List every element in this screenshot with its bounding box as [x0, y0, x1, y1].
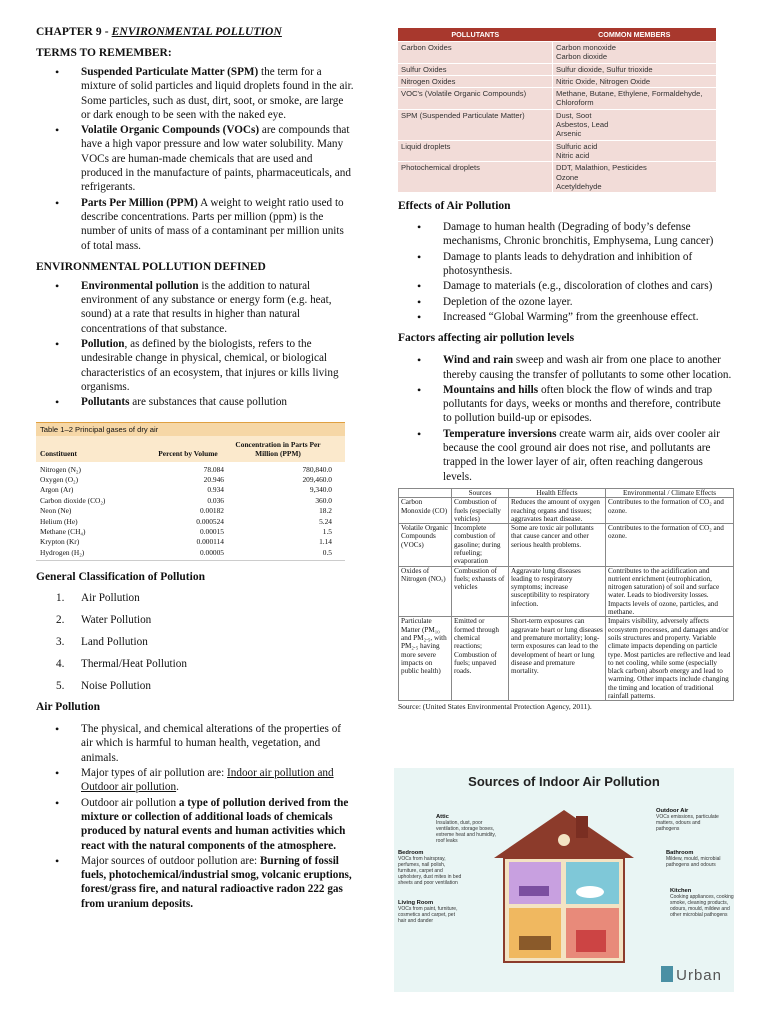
table-cell: 9,340.0: [309, 485, 332, 495]
pollutant-header: POLLUTANTS: [398, 28, 553, 42]
list-item: • Damage to materials (e.g., discoloration of clothes and cars): [398, 279, 732, 293]
table-cell: 1.5: [322, 526, 332, 536]
gas-table-title: Table 1–2 Principal gases of dry air: [36, 423, 345, 436]
table-row: [36, 475, 345, 485]
table-cell: 780,840.0: [302, 464, 332, 474]
table-cell: 20.946: [203, 474, 224, 484]
table-row: [398, 162, 716, 192]
table-cell: Hydrogen (H₂): [40, 547, 85, 557]
gas-table: [36, 422, 345, 562]
defined-list: [36, 279, 354, 410]
table-cell: Oxygen (O₂): [40, 474, 79, 484]
table-row: [36, 548, 345, 558]
infographic-title: Sources of Indoor Air Pollution: [468, 774, 660, 789]
table-cell: 0.5: [322, 547, 332, 557]
terms-list: [36, 65, 354, 253]
table-cell: 360.0: [315, 495, 332, 505]
bedroom-room: [509, 862, 561, 904]
table-cell: Nitric Oxide, Nitrogen Oxide: [553, 75, 717, 87]
gas-table-body: [36, 462, 345, 562]
list-item: • Major sources of outdoor pollution are: Burning of fossil fuels, photochemical/industrial smog, volcanic eruptions, forest/grass fire, and natural radioactive radon 222 gas from uranium deposits.: [36, 854, 354, 911]
label-bathroom: Bathroom Mildew, mould, microbial pathogens and odours: [666, 850, 721, 868]
effects-table: [398, 488, 734, 701]
table-cell: 78.084: [203, 464, 224, 474]
members-header: COMMON MEMBERS: [553, 28, 717, 42]
kitchen-cabinet-icon: [576, 930, 606, 952]
table-cell: Krypton (Kr): [40, 537, 80, 547]
table-cell: Sulfur dioxide, Sulfur trioxide: [553, 63, 717, 75]
attic-window-icon: [558, 834, 570, 846]
table-cell: Photochemical droplets: [398, 162, 553, 192]
table-cell: 5.24: [319, 516, 332, 526]
label-kitchen: Kitchen Cooking appliances, cooking smoke, cleaning products, odours, mould, mildew and other microbial pathogens: [670, 888, 734, 918]
table-row: [398, 88, 716, 110]
table-cell: 0.00015: [199, 526, 224, 536]
table-row: [399, 617, 734, 701]
logo-mark-icon: [661, 966, 673, 982]
table-cell: Combustion of fuels (especially vehicles): [452, 498, 509, 524]
table-cell: 0.934: [207, 485, 224, 495]
effects-list: [398, 220, 732, 324]
terms-heading: TERMS TO REMEMBER:: [36, 47, 172, 59]
list-item: • Outdoor air pollution a type of pollution derived from the mixture or collection of additional loads of chemicals produced by natural events and human activities which react with the natural components of the atmosphere.: [36, 796, 354, 853]
urban-logo: Urban: [661, 966, 722, 984]
table-row: [36, 537, 345, 547]
table-row: [36, 485, 345, 495]
table-cell: Carbon monoxide Carbon dioxide: [553, 42, 717, 64]
table-cell: Methane (CH₄): [40, 526, 86, 536]
list-item: 2. Water Pollution: [56, 614, 152, 627]
table-cell: Aggravate lung diseases leading to respiratory symptoms; increase susceptibility to respiratory infection.: [509, 566, 606, 617]
list-item: • Damage to human health (Degrading of body’s defense mechanisms, Chronic bronchitis, Emphysema, Lung cancer): [398, 220, 732, 249]
table-cell: Carbon dioxide (CO₂): [40, 495, 106, 505]
bathtub-icon: [576, 886, 604, 898]
table-cell: 1.14: [319, 537, 332, 547]
label-living-room: Living Room VOCs from paint, furniture, cosmetics and carpet, pet hair and dander: [398, 900, 458, 924]
table-row: [36, 496, 345, 506]
living-room: [509, 908, 561, 958]
etab-header-health: Health Effects: [509, 488, 606, 497]
factors-list: [398, 353, 732, 484]
table-row: [399, 498, 734, 524]
effects-heading: Effects of Air Pollution: [398, 200, 511, 213]
table-cell: Short-term exposures can aggravate heart or lung diseases and premature mortality; long-term exposures can lead to the development of heart or lung disease and premature mortality.: [509, 617, 606, 701]
pollutant-table: [398, 28, 716, 192]
table-row: [398, 42, 716, 64]
table-cell: 0.000114: [196, 537, 224, 547]
table-cell: Contributes to the formation of CO₂ and ozone.: [606, 498, 734, 524]
list-item: • Major types of air pollution are: Indoor air pollution and Outdoor air pollution.: [36, 766, 354, 795]
list-item: 1. Air Pollution: [56, 592, 140, 605]
table-cell: Carbon Monoxide (CO): [399, 498, 452, 524]
table-cell: Volatile Organic Compounds (VOCs): [399, 524, 452, 566]
table-row: [398, 140, 716, 162]
classification-list: [36, 591, 354, 693]
list-item: • Suspended Particulate Matter (SPM) the term for a mixture of solid particles and liquid droplets found in the air. Some particles, such as dust, dirt, soot, or smoke, are large or dark enough to be seen with the naked eye.: [36, 65, 354, 122]
table-cell: Particulate Matter (PM₁₀ and PM₂.₅, with PM₂.₅ having more severe impacts on public health): [399, 617, 452, 701]
table-cell: Combustion of fuels; exhausts of vehicles: [452, 566, 509, 617]
table-row: [36, 517, 345, 527]
list-item: • The physical, and chemical alterations of the properties of air which is harmful to human health, vegetation, and animals.: [36, 722, 354, 765]
label-attic: Attic Insulation, dust, poor ventilation, storage boxes, extreme heat and humidity, roof leaks: [436, 814, 496, 844]
table-cell: Neon (Ne): [40, 506, 72, 516]
table-cell: 0.036: [207, 495, 224, 505]
list-item: • Volatile Organic Compounds (VOCs) are compounds that have a high vapor pressure and low water solubility. Many VOCs are human-made chemicals that are used and produced in the manufacture of paints, pharmaceuticals, and refrigerants.: [36, 123, 354, 194]
list-item: 4. Thermal/Heat Pollution: [56, 658, 187, 671]
table-row: [398, 109, 716, 140]
table-cell: Carbon Oxides: [398, 42, 553, 64]
chapter-heading: CHAPTER 9 - ENVIRONMENTAL POLLUTION: [36, 26, 282, 38]
label-bedroom: Bedroom VOCs from hairspray, perfumes, nail polish, furniture, carpet and upholstery, dust mites in bed sheets and poor ventilation: [398, 850, 462, 886]
list-item: • Damage to plants leads to dehydration and inhibition of photosynthesis.: [398, 250, 732, 279]
gas-header-constituent: Constituent: [40, 448, 77, 458]
table-cell: DDT, Malathion, Pesticides Ozone Acetyldehyde: [553, 162, 717, 192]
gas-header-ppm: Concentration in Parts Per Million (PPM): [235, 439, 321, 458]
list-item: • Pollutants are substances that cause pollution: [36, 395, 354, 409]
table-cell: 0.00182: [199, 506, 224, 516]
table-cell: Contributes to the acidification and nutrient enrichment (eutrophication, nitrogen saturation) of soil and surface water. Leads to biodiversity losses. Impacts levels of ozone, particles, and methane.: [606, 566, 734, 617]
table-row: [36, 527, 345, 537]
table-row: [36, 465, 345, 475]
indoor-pollution-infographic: [394, 768, 734, 992]
table-cell: Incomplete combustion of gasoline; during refueling; evaporation: [452, 524, 509, 566]
list-item: • Mountains and hills often block the flow of winds and trap pollutants for days, weeks or months and therefore, contribute to pollution build-up or episodes.: [398, 383, 732, 426]
list-item: • Parts Per Million (PPM) A weight to weight ratio used to describe concentrations. Parts per million (ppm) is the number of units of mass of a contaminant per million units of total mass.: [36, 196, 354, 253]
defined-heading: ENVIRONMENTAL POLLUTION DEFINED: [36, 260, 266, 273]
table-cell: 209,460.0: [302, 474, 332, 484]
classification-heading: General Classification of Pollution: [36, 571, 205, 584]
table-cell: Dust, Soot Asbestos, Lead Arsenic: [553, 109, 717, 140]
table-cell: Liquid droplets: [398, 140, 553, 162]
chimney: [576, 816, 588, 838]
list-item: • Pollution, as defined by the biologists, refers to the undesirable change in physical, chemical, or biological characteristics of an ecosystem, that injures or kills living organisms.: [36, 337, 354, 394]
table-cell: Some are toxic air pollutants that cause cancer and other serious health problems.: [509, 524, 606, 566]
table-cell: Nitrogen Oxides: [398, 75, 553, 87]
table-cell: SPM (Suspended Particulate Matter): [398, 109, 553, 140]
table-row: [36, 506, 345, 516]
list-item: • Temperature inversions create warm air, aids over cooler air because the cool ground air does not rise, and pollutants are trapped in the lower layer of air, often reaching dangerous levels.: [398, 427, 732, 484]
list-item: 3. Land Pollution: [56, 636, 148, 649]
right-column: [398, 28, 732, 711]
etab-header-blank: [399, 488, 452, 497]
bed-icon: [519, 886, 549, 896]
sofa-icon: [519, 936, 551, 950]
table-cell: Emitted or formed through chemical reactions; Combustion of fuels; unpaved roads.: [452, 617, 509, 701]
list-item: • Increased “Global Warming” from the greenhouse effect.: [398, 310, 732, 324]
table-cell: Impairs visibility, adversely affects ecosystem processes, and damages and/or soils structures and property. Variable climate impacts depending on particle type. Most particles are reflective and lead to net cooling, while some (especially black carbon) absorb energy and lead to warming. Other impacts include changing the timing and location of traditional rainfall patterns.: [606, 617, 734, 701]
table-cell: Sulfuric acid Nitric acid: [553, 140, 717, 162]
table-cell: Helium (He): [40, 516, 78, 526]
table-row: [399, 566, 734, 617]
table-cell: Sulfur Oxides: [398, 63, 553, 75]
table-row: [399, 524, 734, 566]
table-row: [398, 63, 716, 75]
table-cell: Methane, Butane, Ethylene, Formaldehyde, Chloroform: [553, 88, 717, 110]
list-item: • Environmental pollution is the addition to natural environment of any substance or energy form (e.g. heat, sound) at a rate that results in higher than natural concentrations of that substance.: [36, 279, 354, 336]
table-cell: Oxides of Nitrogen (NOₓ): [399, 566, 452, 617]
etab-header-environment: Environmental / Climate Effects: [606, 488, 734, 497]
table-cell: Nitrogen (N₂): [40, 464, 81, 474]
factors-heading: Factors affecting air pollution levels: [398, 332, 575, 345]
left-column: [36, 26, 354, 912]
gas-table-header: [36, 436, 345, 462]
table-cell: VOC's (Volatile Organic Compounds): [398, 88, 553, 110]
air-list: [36, 722, 354, 911]
table-cell: 18.2: [319, 506, 332, 516]
table-cell: Reduces the amount of oxygen reaching organs and tissues; aggravates heart disease.: [509, 498, 606, 524]
table-cell: Contributes to the formation of CO₂ and ozone.: [606, 524, 734, 566]
list-item: • Wind and rain sweep and wash air from one place to another thereby causing the transfer of pollutants to some other location.: [398, 353, 732, 382]
table-cell: 0.000524: [196, 516, 224, 526]
table-cell: Argon (Ar): [40, 485, 74, 495]
gas-header-percent: Percent by Volume: [158, 448, 218, 458]
list-item: 5. Noise Pollution: [56, 680, 151, 693]
label-outdoor-air: Outdoor Air VOCs emissions, particulate matters, odours and pathogens: [656, 808, 719, 832]
table-cell: 0.00005: [199, 547, 224, 557]
table-row: [398, 75, 716, 87]
air-heading: Air Pollution: [36, 701, 101, 714]
list-item: • Depletion of the ozone layer.: [398, 295, 732, 309]
etab-header-sources: Sources: [452, 488, 509, 497]
table-source: Source: (United States Environmental Protection Agency, 2011).: [398, 702, 592, 712]
